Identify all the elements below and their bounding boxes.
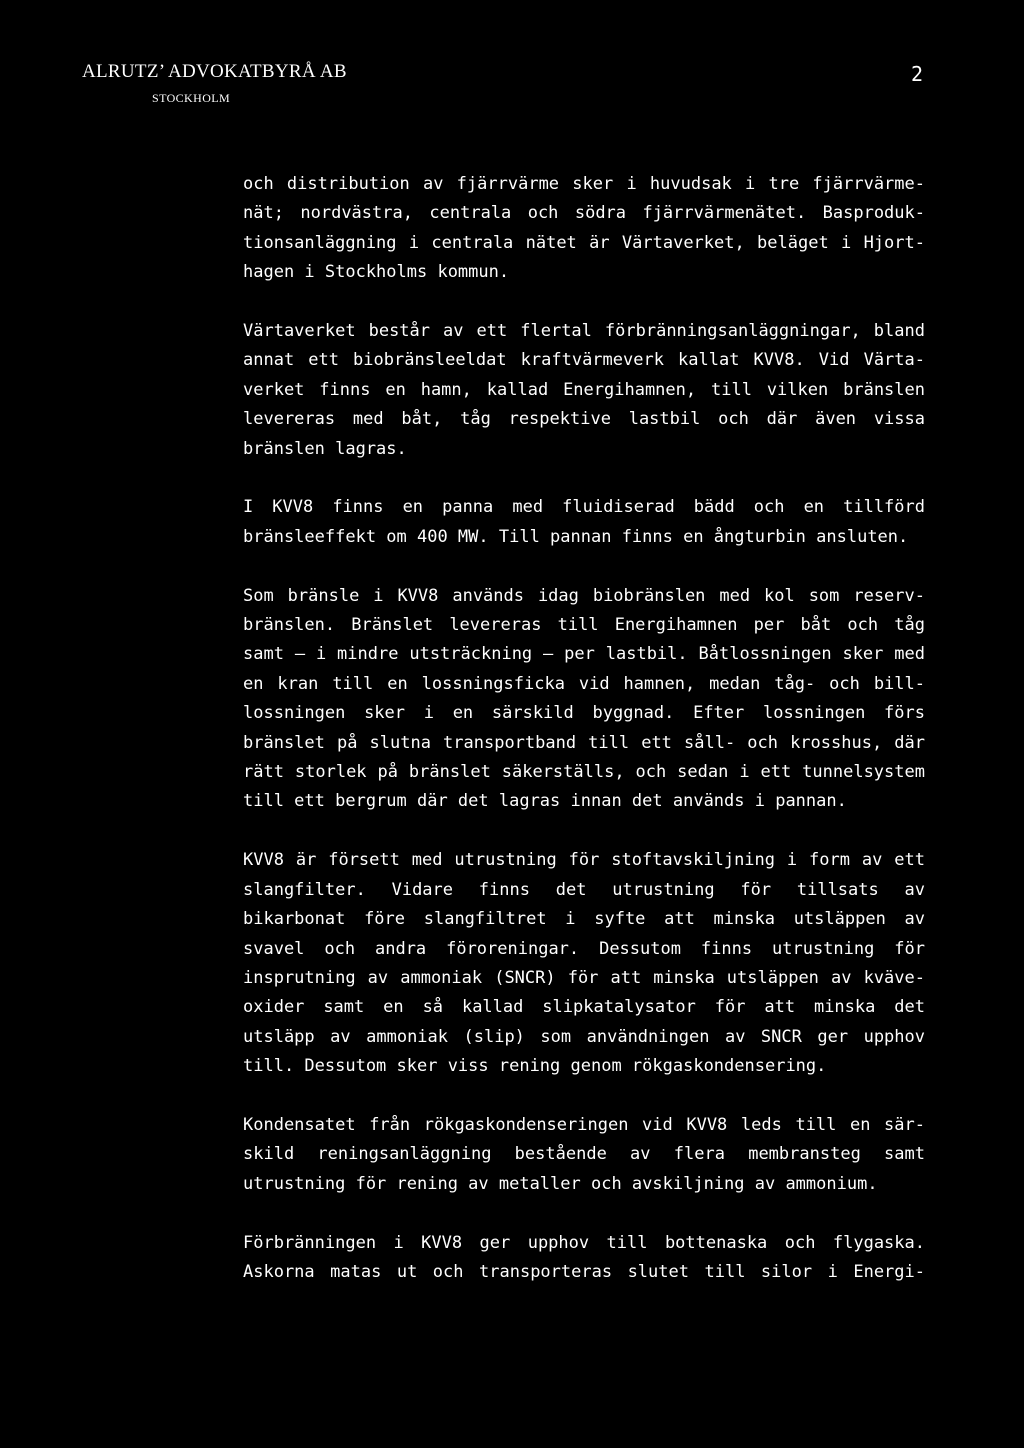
text-line: till ett bergrum där det lagras innan det används i pannan.: [243, 791, 847, 812]
paragraph: [243, 493, 925, 552]
text-line: utrustning för rening av metaller och avskiljning av ammonium.: [243, 1173, 878, 1194]
text-line: I KVV8 finns en panna med fluidiserad bädd och en tillförd: [243, 497, 925, 518]
text-line: levereras med båt, tåg respektive lastbil och där även vissa: [243, 409, 925, 430]
text-line: bränslen. Bränslet levereras till Energihamnen per båt och tåg: [243, 615, 925, 636]
text-line: Kondensatet från rökgaskondenseringen vid KVV8 leds till en sär-: [243, 1114, 925, 1135]
text-line: tionsanläggning i centrala nätet är Värtaverket, beläget i Hjort-: [243, 232, 925, 253]
text-line: utsläpp av ammoniak (slip) som användningen av SNCR ger upphov: [243, 1026, 925, 1047]
text-line: KVV8 är försett med utrustning för stoftavskiljning i form av ett: [243, 850, 925, 871]
body-text: [243, 170, 925, 1317]
firm-city: STOCKHOLM: [152, 91, 231, 105]
text-line: nät; nordvästra, centrala och södra fjärrvärmenätet. Basproduk-: [243, 203, 925, 224]
letterhead: [82, 60, 347, 106]
text-line: oxider samt en så kallad slipkatalysator för att minska det: [243, 997, 925, 1018]
text-line: insprutning av ammoniak (SNCR) för att minska utsläppen av kväve-: [243, 967, 925, 988]
paragraph: [243, 170, 925, 288]
text-line: bränsleeffekt om 400 MW. Till pannan finns en ångturbin ansluten.: [243, 526, 909, 547]
paragraph: [243, 1111, 925, 1199]
text-line: bränslen lagras.: [243, 438, 407, 459]
text-line: verket finns en hamn, kallad Energihamnen, till vilken bränslen: [243, 379, 925, 400]
text-line: och distribution av fjärrvärme sker i huvudsak i tre fjärrvärme-: [243, 174, 925, 194]
text-line: slangfilter. Vidare finns det utrustning för tillsats av: [243, 879, 925, 900]
text-line: Värtaverket består av ett flertal förbränningsanläggningar, bland: [243, 321, 925, 342]
page-number: 2: [911, 62, 924, 86]
text-line: skild reningsanläggning bestående av flera membransteg samt: [243, 1144, 925, 1165]
text-line: till. Dessutom sker viss rening genom rökgaskondensering.: [243, 1056, 827, 1077]
paragraph: [243, 1229, 925, 1288]
paragraph: [243, 846, 925, 1081]
firm-name: ALRUTZ’ ADVOKATBYRÅ AB: [82, 61, 347, 82]
text-line: en kran till en lossningsficka vid hamnen, medan tåg- och bill-: [243, 673, 925, 694]
text-line: Askorna matas ut och transporteras slutet till silor i Energi-: [243, 1261, 925, 1282]
text-line: bikarbonat före slangfiltret i syfte att minska utsläppen av: [243, 909, 925, 930]
text-line: annat ett biobränsleeldat kraftvärmeverk kallat KVV8. Vid Värta-: [243, 350, 925, 371]
text-line: Förbränningen i KVV8 ger upphov till bottenaska och flygaska.: [243, 1232, 925, 1253]
text-line: Som bränsle i KVV8 används idag biobränslen med kol som reserv-: [243, 585, 925, 606]
text-line: rätt storlek på bränslet säkerställs, och sedan i ett tunnelsystem: [243, 762, 925, 783]
text-line: lossningen sker i en särskild byggnad. Efter lossningen förs: [243, 703, 925, 724]
text-line: bränslet på slutna transportband till ett såll- och krosshus, där: [243, 732, 925, 753]
paragraph: [243, 317, 925, 464]
text-line: svavel och andra föroreningar. Dessutom finns utrustning för: [243, 938, 925, 959]
text-line: samt – i mindre utsträckning – per lastbil. Båtlossningen sker med: [243, 644, 925, 665]
text-line: hagen i Stockholms kommun.: [243, 262, 510, 283]
paragraph: [243, 582, 925, 817]
